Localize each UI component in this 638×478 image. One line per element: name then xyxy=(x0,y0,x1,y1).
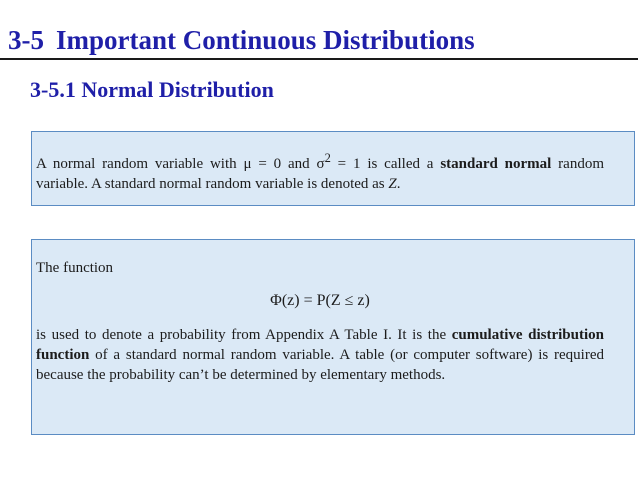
cdf-text-part2: of a standard normal random variable. A table (or computer software) is required because the probability can’t be determined by elementary methods. xyxy=(36,347,604,383)
cdf-formula: Φ(z) = P(Z ≤ z) xyxy=(270,292,370,309)
cdf-term: cumulative distribution function xyxy=(36,327,604,363)
title-divider xyxy=(0,58,638,60)
cdf-text-part1: is used to denote a probability from Appendix A Table I. It is the xyxy=(36,327,452,343)
section-title: Important Continuous Distributions xyxy=(56,25,475,55)
variable-z: Z xyxy=(388,176,397,192)
standard-normal-term: standard normal xyxy=(440,156,552,172)
slide-title xyxy=(8,24,475,56)
definition-text xyxy=(36,148,604,194)
section-number: 3-5 xyxy=(8,25,44,55)
definition-part1: A normal random variable with μ = 0 and σ xyxy=(36,156,325,172)
definition-period: . xyxy=(396,176,401,192)
subsection-title: 3-5.1 Normal Distribution xyxy=(30,77,274,102)
cdf-intro: The function xyxy=(36,260,114,276)
cdf-text xyxy=(36,325,604,385)
sigma-superscript: 2 xyxy=(324,151,331,165)
cdf-box xyxy=(31,239,635,435)
definition-box xyxy=(31,131,635,206)
definition-part3: random variable. A standard normal random variable is denoted as xyxy=(36,156,605,192)
definition-part2: = 1 is called a xyxy=(330,156,441,172)
